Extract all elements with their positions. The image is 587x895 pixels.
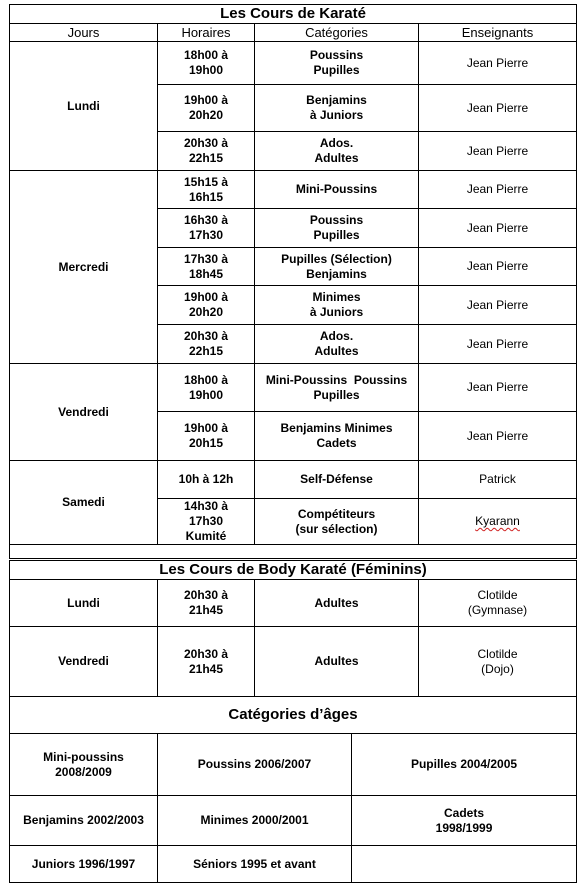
day-cell-samedi: Samedi [10,461,158,545]
teacher-cell: Jean Pierre [419,364,577,412]
teacher-cell: Clotilde (Dojo) [419,627,577,697]
time-cell: 18h00 à 19h00 [158,364,255,412]
category-cell: Ados. Adultes [255,132,419,171]
teacher-cell: Jean Pierre [419,209,577,248]
day-cell-vendredi: Vendredi [10,627,158,697]
ages-title: Catégories d’âges [10,697,577,734]
category-cell: Minimes à Juniors [255,286,419,325]
age-cell: Benjamins 2002/2003 [10,796,158,846]
age-cell: Mini-poussins 2008/2009 [10,734,158,796]
teacher-cell: Jean Pierre [419,85,577,132]
category-cell: Benjamins Minimes Cadets [255,412,419,461]
time-cell: 16h30 à 17h30 [158,209,255,248]
schedule-row [10,627,577,697]
age-row [10,734,577,796]
teacher-cell: Clotilde (Gymnase) [419,580,577,627]
age-cell: Cadets 1998/1999 [352,796,577,846]
age-cell: Poussins 2006/2007 [158,734,352,796]
time-cell: 17h30 à 18h45 [158,248,255,286]
time-cell: 20h30 à 21h45 [158,580,255,627]
time-cell: 19h00 à 20h20 [158,286,255,325]
age-row [10,846,577,883]
category-cell: Poussins Pupilles [255,42,419,85]
time-cell: 19h00 à 20h15 [158,412,255,461]
body-karate-table [9,560,577,697]
header-jours: Jours [10,24,158,42]
time-cell: 20h30 à 22h15 [158,132,255,171]
age-cell: Séniors 1995 et avant [158,846,352,883]
age-cell: Juniors 1996/1997 [10,846,158,883]
category-cell: Self-Défense [255,461,419,499]
karate-title: Les Cours de Karaté [10,5,577,24]
category-cell: Mini-Poussins Poussins Pupilles [255,364,419,412]
day-cell-vendredi: Vendredi [10,364,158,461]
teacher-cell: Jean Pierre [419,286,577,325]
age-cell: Pupilles 2004/2005 [352,734,577,796]
time-cell: 20h30 à 21h45 [158,627,255,697]
schedule-row [10,580,577,627]
category-cell: Adultes [255,580,419,627]
day-cell-lundi: Lundi [10,580,158,627]
teacher-cell [419,499,577,545]
day-cell-lundi: Lundi [10,42,158,171]
teacher-cell: Jean Pierre [419,248,577,286]
time-cell: 10h à 12h [158,461,255,499]
teacher-cell: Jean Pierre [419,171,577,209]
age-row [10,796,577,846]
teacher-name-kyarann: Kyarann [475,514,520,528]
time-cell: 19h00 à 20h20 [158,85,255,132]
age-categories-table [9,696,577,883]
time-cell: 20h30 à 22h15 [158,325,255,364]
age-cell-empty [352,846,577,883]
category-cell: Compétiteurs (sur sélection) [255,499,419,545]
category-cell: Pupilles (Sélection) Benjamins [255,248,419,286]
time-cell: 14h30 à 17h30 Kumité [158,499,255,545]
category-cell: Ados. Adultes [255,325,419,364]
category-cell: Adultes [255,627,419,697]
schedule-row [10,364,577,412]
category-cell: Mini-Poussins [255,171,419,209]
teacher-cell: Patrick [419,461,577,499]
teacher-cell: Jean Pierre [419,132,577,171]
teacher-cell: Jean Pierre [419,412,577,461]
body-karate-title: Les Cours de Body Karaté (Féminins) [10,561,577,580]
header-categories: Catégories [255,24,419,42]
age-cell: Minimes 2000/2001 [158,796,352,846]
header-enseignants: Enseignants [419,24,577,42]
day-cell-mercredi: Mercredi [10,171,158,364]
schedule-row [10,42,577,85]
time-cell: 15h15 à 16h15 [158,171,255,209]
schedule-row [10,461,577,499]
teacher-cell: Jean Pierre [419,42,577,85]
category-cell: Poussins Pupilles [255,209,419,248]
header-horaires: Horaires [158,24,255,42]
category-cell: Benjamins à Juniors [255,85,419,132]
spacer-row [10,545,577,559]
karate-schedule-table [9,4,577,559]
schedule-row [10,171,577,209]
time-cell: 18h00 à 19h00 [158,42,255,85]
teacher-cell: Jean Pierre [419,325,577,364]
